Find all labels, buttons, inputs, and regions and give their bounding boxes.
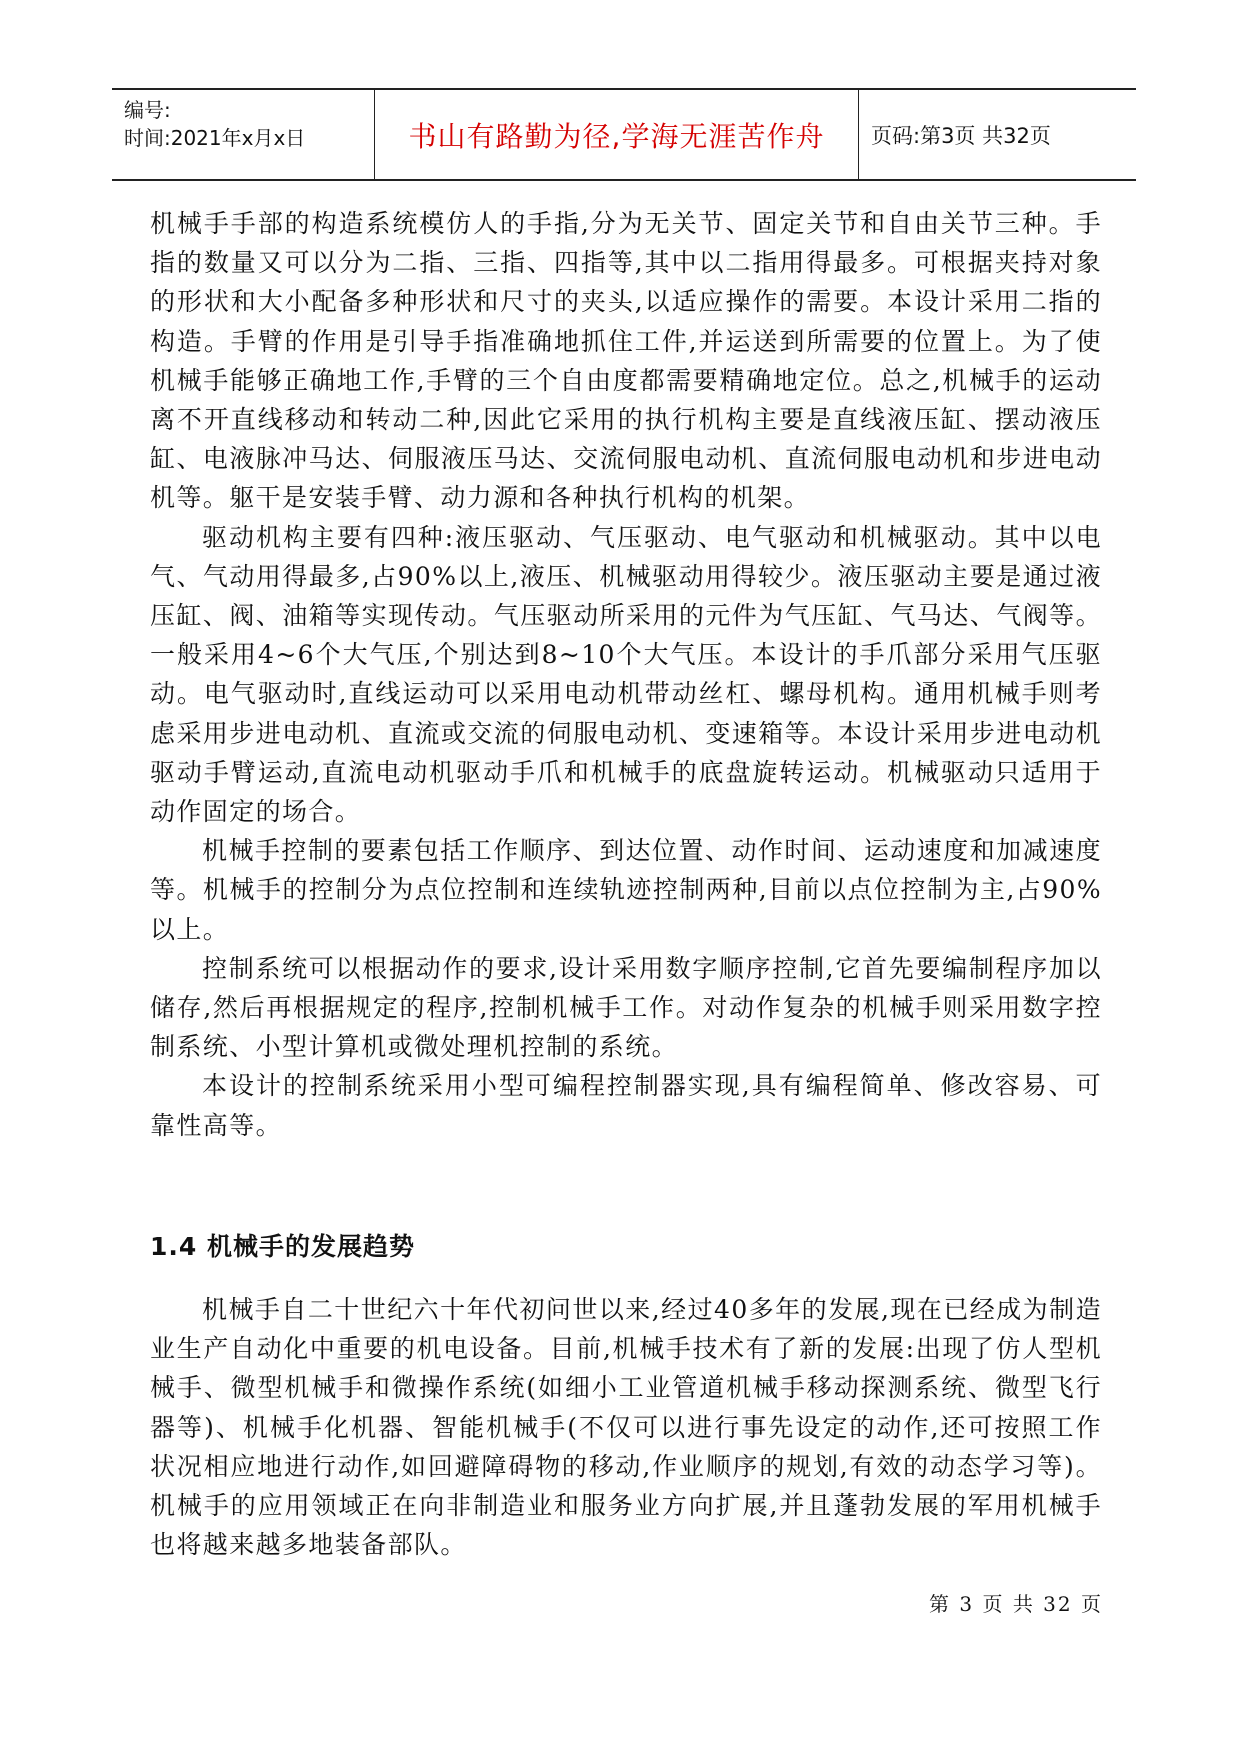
section-heading: 1.4 机械手的发展趋势 bbox=[150, 1232, 415, 1261]
time-label: 时间:2021年x月x日 bbox=[124, 126, 306, 150]
paragraph: 机械手控制的要素包括工作顺序、到达位置、动作时间、运动速度和加减速度等。机械手的控制分为点位控制和连续轨迹控制两种,目前以点位控制为主,占90%以上。 bbox=[150, 836, 1102, 944]
paragraph: 驱动机构主要有四种:液压驱动、气压驱动、电气驱动和机械驱动。其中以电气、气动用得最多,占90%以上,液压、机械驱动用得较少。液压驱动主要是通过液压缸、阀、油箱等实现传动。气压驱动所采用的元件为气压缸、气马达、气阀等。一般采用4~6个大气压,个别达到8~10个大气压。本设计的手爪部分采用气压驱动。电气驱动时,直线运动可以采用电动机带动丝杠、螺母机构。通用机械手则考虑采用步进电动机、直流或交流的伺服电动机、变速箱等。本设计采用步进电动机驱动手臂运动,直流电动机驱动手爪和机械手的底盘旋转运动。机械驱动只适用于动作固定的场合。 bbox=[150, 522, 1102, 827]
document-body bbox=[150, 204, 1102, 1145]
header-page-label: 页码:第3页 共32页 bbox=[871, 123, 1051, 148]
paragraph: 机械手手部的构造系统模仿人的手指,分为无关节、固定关节和自由关节三种。手指的数量又可以分为二指、三指、四指等,其中以二指用得最多。可根据夹持对象的形状和大小配备多种形状和尺寸的夹头,以适应操作的需要。本设计采用二指的构造。手臂的作用是引导手指准确地抓住工件,并运送到所需要的位置上。为了使机械手能够正确地工作,手臂的三个自由度都需要精确地定位。总之,机械手的运动离不开直线移动和转动二种,因此它采用的执行机构主要是直线液压缸、摆动液压缸、电液脉冲马达、伺服液压马达、交流伺服电动机、直流伺服电动机和步进电动机等。躯干是安装手臂、动力源和各种执行机构的机架。 bbox=[150, 209, 1102, 513]
header-info bbox=[112, 90, 374, 179]
paragraph: 控制系统可以根据动作的要求,设计采用数字顺序控制,它首先要编制程序加以储存,然后再根据规定的程序,控制机械手工作。对动作复杂的机械手则采用数字控制系统、小型计算机或微处理机控制的系统。 bbox=[150, 953, 1102, 1062]
page-header bbox=[112, 88, 1136, 181]
section-body bbox=[150, 1290, 1102, 1564]
header-motto: 书山有路勤为径,学海无涯苦作舟 bbox=[374, 90, 859, 179]
paragraph: 本设计的控制系统采用小型可编程控制器实现,具有编程简单、修改容易、可靠性高等。 bbox=[150, 1071, 1102, 1140]
paragraph: 机械手自二十世纪六十年代初问世以来,经过40多年的发展,现在已经成为制造业生产自动化中重要的机电设备。目前,机械手技术有了新的发展:出现了仿人型机械手、微型机械手和微操作系统(如细小工业管道机械手移动探测系统、微型飞行器等)、机械手化机器、智能机械手(不仅可以进行事先设定的动作,还可按照工作状况相应地进行动作,如回避障碍物的移动,作业顺序的规划,有效的动态学习等)。机械手的应用领域正在向非制造业和服务业方向扩展,并且蓬勃发展的军用机械手也将越来越多地装备部队。 bbox=[150, 1295, 1102, 1560]
number-label: 编号: bbox=[124, 98, 171, 122]
page-footer: 第 3 页 共 32 页 bbox=[929, 1592, 1103, 1616]
